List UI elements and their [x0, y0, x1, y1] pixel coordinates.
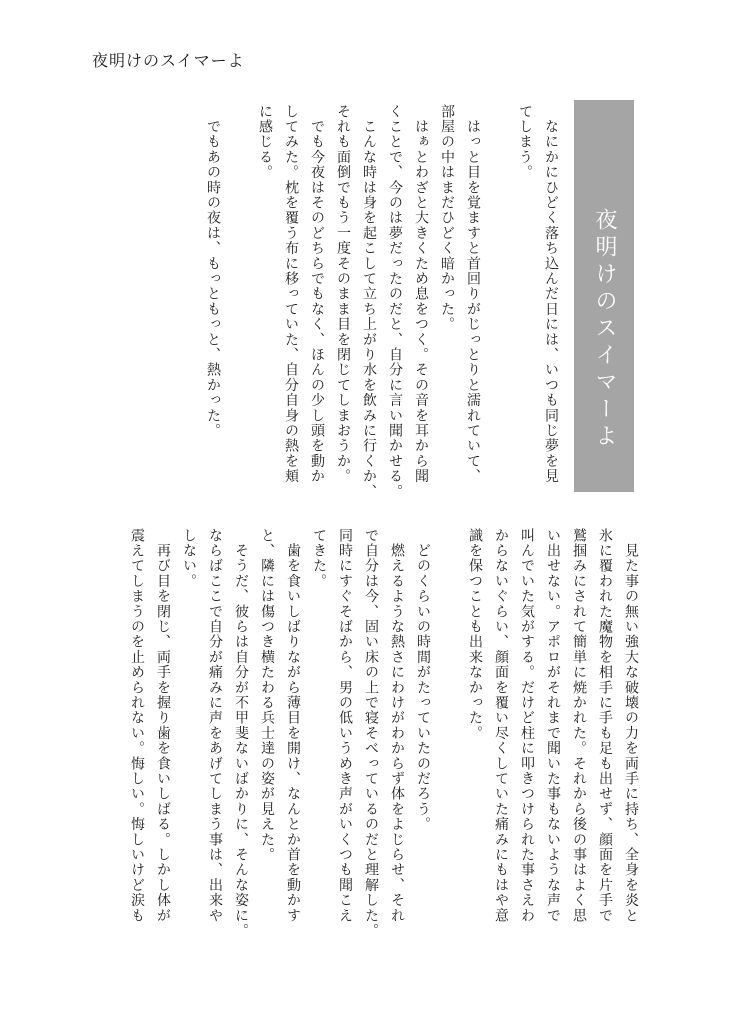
blank-line — [226, 104, 252, 105]
running-header: 夜明けのスイマーよ — [92, 51, 245, 70]
paragraph: 見た事の無い強大な破壊の力を両手に持ち、全身を炎と 氷に覆われた魔物を相手に手も足も出せず、顔面を片手で 鷲掴みにされて簡単に焼かれた。それから後の事はよく思 い出せない。アポロがそれまで聞いた事もないような声で 叫んでいた気がする。だけど柱に叩きつけられた事さえわ からないぐらい、顔面を覆い尽くしていた痛みにもはや意 識を保つことも出来なかった。 — [467, 528, 639, 924]
paragraph: 燃えるような熱さにわけがわからず体をよじらせ、それ で自分は今、固い床の上で寝そべっているのだと理解した。 同時にすぐそばから、男の低いうめき声がいくつも聞こえ てきた。 — [311, 528, 405, 939]
paragraph: どのくらいの時間がたっていたのだろう。 — [415, 528, 431, 832]
chapter-title: 夜明けのスイマーよ — [592, 208, 617, 451]
paragraph: 再び目を閉じ、両手を握り歯を食いしばる。しかし体が 震えてしまうのを止められない。悔しい。悔しいけど涙も — [129, 528, 171, 924]
paragraph: でもあの時の夜は、もっともっと、熱かった。 — [205, 104, 221, 439]
blank-line — [436, 528, 462, 529]
paragraph: はっと目を覚ますと首回りがじっとりと濡れていて、 部屋の中はまだひどく暗かった。 — [439, 104, 481, 484]
lower-text-block — [96, 528, 644, 939]
paragraph: こんな時は身を起こして立ち上がり水を飲みに行くか、 それも面倒でもう一度そのまま目を閉じてしまおうか。 — [335, 104, 377, 500]
paragraph: でも今夜はそのどちらでもなく、ほんの少し頭を動か してみた。枕を覆う布に移っていた、自分自身の熱を頬 に感じる。 — [257, 104, 325, 484]
title-panel — [574, 100, 634, 492]
upper-text-block — [168, 104, 564, 504]
blank-line — [486, 104, 512, 105]
paragraph: そうだ、彼らは自分が不甲斐ないばかりに、そんな姿に。 ならばここで自分が痛みに声をあげてしまう事は、出来や しない。 — [181, 528, 249, 939]
paragraph: なにかにひどく落ち込んだ日には、いつも同じ夢を見 てしまう。 — [517, 104, 559, 484]
paragraph: はぁとわざと大きくため息をつく。その音を耳から聞 くことで、今のは夢だったのだと、自分に言い聞かせる。 — [387, 104, 429, 500]
paragraph: 歯を食いしばりながら薄目を開け、なんとか首を動かす と、隣には傷つき横たわる兵士達の姿が見えた。 — [259, 528, 301, 924]
